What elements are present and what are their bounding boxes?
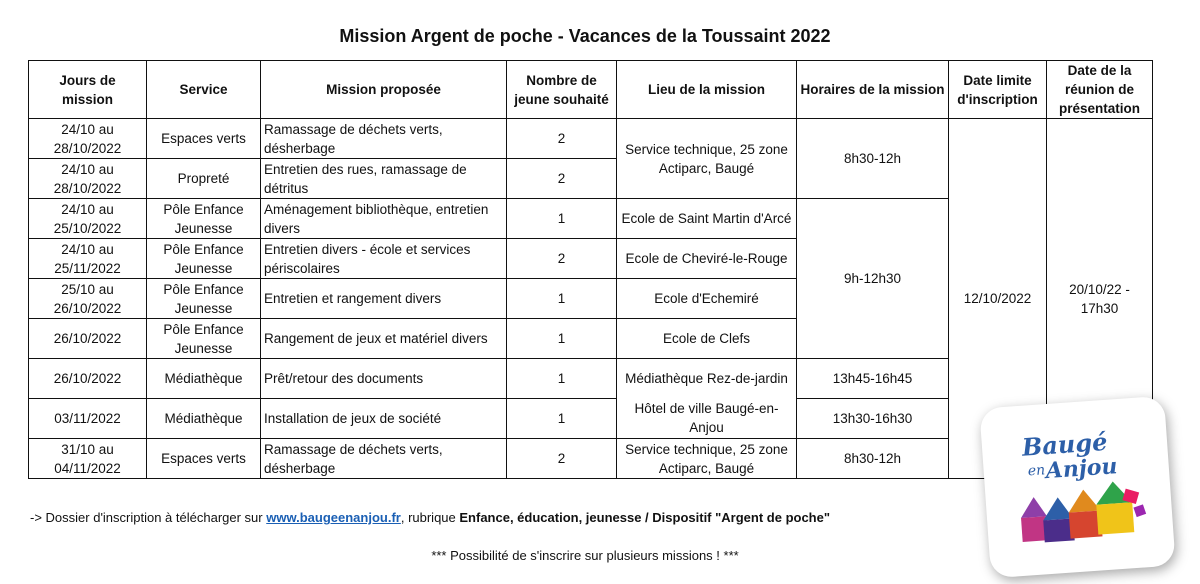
- cell-nombre: 1: [507, 399, 617, 439]
- logo-text-anjou: Anjou: [1044, 453, 1119, 485]
- header-service: Service: [147, 61, 261, 119]
- cell-horaires: 9h-12h30: [797, 199, 949, 359]
- header-mission: Mission proposée: [261, 61, 507, 119]
- cell-jours: 26/10/2022: [29, 359, 147, 399]
- logo-text-bauge: Baugé: [1021, 426, 1109, 462]
- registration-info: [30, 510, 830, 525]
- cell-nombre: 2: [507, 239, 617, 279]
- cell-horaires: 13h30-16h30: [797, 399, 949, 439]
- cell-mission: Entretien des rues, ramassage de détritus: [261, 159, 507, 199]
- cell-mission: Prêt/retour des documents: [261, 359, 507, 399]
- cell-mission: Rangement de jeux et matériel divers: [261, 319, 507, 359]
- cell-mission: Ramassage de déchets verts, désherbage: [261, 439, 507, 479]
- cell-nombre: 1: [507, 319, 617, 359]
- cell-lieu: Ecole d'Echemiré: [617, 279, 797, 319]
- cell-service: Pôle Enfance Jeunesse: [147, 319, 261, 359]
- page-title: Mission Argent de poche - Vacances de la Toussaint 2022: [339, 26, 831, 46]
- cell-nombre: 2: [507, 159, 617, 199]
- cell-lieu: Médiathèque Rez-de-jardin: [617, 359, 797, 399]
- colored-houses-graphic: [1019, 479, 1148, 544]
- cell-service: Pôle Enfance Jeunesse: [147, 199, 261, 239]
- cell-jours: 31/10 au 04/11/2022: [29, 439, 147, 479]
- cell-jours: 25/10 au 26/10/2022: [29, 279, 147, 319]
- header-nombre: Nombre de jeune souhaité: [507, 61, 617, 119]
- cell-service: Pôle Enfance Jeunesse: [147, 279, 261, 319]
- cell-service: Pôle Enfance Jeunesse: [147, 239, 261, 279]
- cell-mission: Ramassage de déchets verts, désherbage: [261, 119, 507, 159]
- cell-nombre: 1: [507, 199, 617, 239]
- cell-nombre: 1: [507, 359, 617, 399]
- cell-jours: 24/10 au 28/10/2022: [29, 159, 147, 199]
- table-row: [29, 119, 1153, 159]
- footer-middle: , rubrique: [400, 510, 456, 525]
- header-row: [29, 61, 1153, 119]
- cell-date-reunion: 20/10/22 - 17h30: [1047, 119, 1153, 479]
- cell-horaires: 13h45-16h45: [797, 359, 949, 399]
- bauge-en-anjou-logo: [979, 396, 1175, 578]
- cell-nombre: 2: [507, 119, 617, 159]
- cell-lieu: Ecole de Cheviré-le-Rouge: [617, 239, 797, 279]
- cell-mission: Installation de jeux de société: [261, 399, 507, 439]
- cell-mission: Entretien divers - école et services périscolaires: [261, 239, 507, 279]
- cell-lieu: Hôtel de ville Baugé-en-Anjou: [617, 399, 797, 439]
- cell-lieu: Service technique, 25 zone Actiparc, Baugé: [617, 119, 797, 199]
- cell-jours: 24/10 au 25/10/2022: [29, 199, 147, 239]
- header-jours: Jours de mission: [29, 61, 147, 119]
- cell-lieu: Ecole de Saint Martin d'Arcé: [617, 199, 797, 239]
- cell-lieu: Service technique, 25 zone Actiparc, Baugé: [617, 439, 797, 479]
- cell-mission: Entretien et rangement divers: [261, 279, 507, 319]
- header-date-limite: Date limite d'inscription: [949, 61, 1047, 119]
- cell-service: Propreté: [147, 159, 261, 199]
- cell-jours: 03/11/2022: [29, 399, 147, 439]
- cell-jours: 24/10 au 25/11/2022: [29, 239, 147, 279]
- logo-text-en: en: [1027, 462, 1046, 480]
- cell-horaires: 8h30-12h: [797, 439, 949, 479]
- cell-service: Espaces verts: [147, 439, 261, 479]
- cell-horaires: 8h30-12h: [797, 119, 949, 199]
- cell-jours: 26/10/2022: [29, 319, 147, 359]
- cell-lieu: Ecole de Clefs: [617, 319, 797, 359]
- cell-nombre: 1: [507, 279, 617, 319]
- footer-rubric: Enfance, éducation, jeunesse / Dispositif "Argent de poche": [459, 510, 831, 525]
- cell-service: Espaces verts: [147, 119, 261, 159]
- cell-service: Médiathèque: [147, 359, 261, 399]
- cell-jours: 24/10 au 28/10/2022: [29, 119, 147, 159]
- header-horaires: Horaires de la mission: [797, 61, 949, 119]
- cell-mission: Aménagement bibliothèque, entretien divers: [261, 199, 507, 239]
- cell-service: Médiathèque: [147, 399, 261, 439]
- cell-nombre: 2: [507, 439, 617, 479]
- header-date-reunion: Date de la réunion de présentation: [1047, 61, 1153, 119]
- header-lieu: Lieu de la mission: [617, 61, 797, 119]
- website-link[interactable]: www.baugeenanjou.fr: [266, 510, 401, 525]
- logo-graphic: [979, 396, 1175, 578]
- multiple-missions-note: *** Possibilité de s'inscrire sur plusieurs missions ! ***: [431, 548, 739, 563]
- cell-date-limite: 12/10/2022: [949, 119, 1047, 479]
- footer-prefix: -> Dossier d'inscription à télécharger sur: [30, 510, 263, 525]
